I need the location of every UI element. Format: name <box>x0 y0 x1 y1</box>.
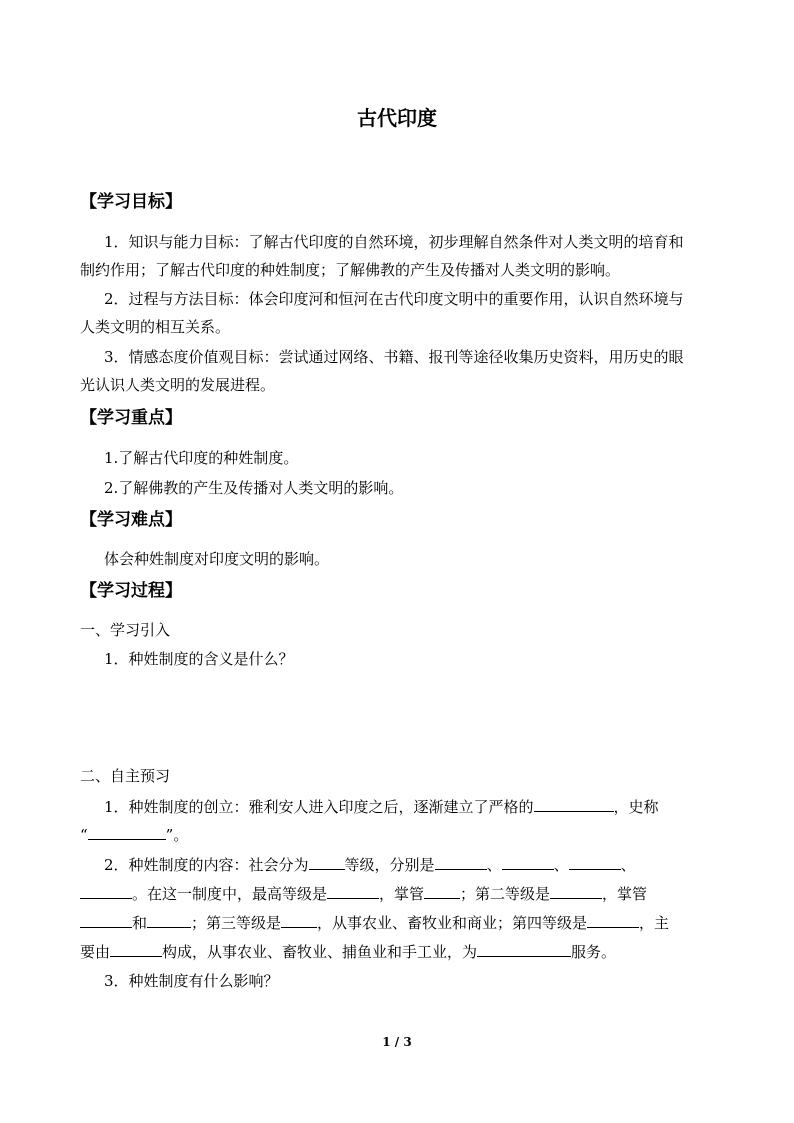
objective-2-line-1: 2．过程与方法目标：体会印度河和恒河在古代印度文明中的重要作用，认识自然环境与 <box>104 290 684 308</box>
question-3-text-h: ；第三等级是 <box>191 914 282 932</box>
separator: 、 <box>553 856 569 874</box>
fill-blank[interactable] <box>502 853 554 870</box>
question-3-text-m: 服务。 <box>571 943 617 961</box>
question-3-text-l: 构成，从事农业、畜牧业、捕鱼业和手工业，为 <box>162 943 478 961</box>
question-3-text-b: 等级，分别是 <box>344 856 435 874</box>
question-3-text-f: ，掌管 <box>602 885 648 903</box>
question-2-text-d: ”。 <box>165 826 189 844</box>
part-2-title: 二、自主预习 <box>80 767 171 785</box>
objective-3-line-1: 3．情感态度价值观目标：尝试通过网络、书籍、报刊等途径收集历史资料，用历史的眼 <box>104 348 684 366</box>
difficulty-text: 体会种姓制度对印度文明的影响。 <box>104 550 330 568</box>
fill-blank[interactable] <box>309 853 345 870</box>
fill-blank[interactable] <box>80 882 132 899</box>
fill-blank[interactable] <box>281 911 317 928</box>
question-3-text-i: ，从事农业、畜牧业和商业；第四等级是 <box>317 914 588 932</box>
question-3-text-c: 。在这一制度中，最高等级是 <box>132 885 328 903</box>
fill-blank[interactable] <box>477 940 571 957</box>
objective-2-line-2: 人类文明的相互关系。 <box>80 318 231 336</box>
question-2-text-c: “ <box>80 826 88 844</box>
separator: 、 <box>620 856 636 874</box>
fill-blank[interactable] <box>327 882 379 899</box>
question-3-line-3 <box>80 911 720 934</box>
fill-blank[interactable] <box>534 795 614 812</box>
objectives-heading: 【学习目标】 <box>80 192 182 212</box>
difficulty-heading: 【学习难点】 <box>80 510 182 530</box>
part-1-title: 一、学习引入 <box>80 621 171 639</box>
question-1: 1．种姓制度的含义是什么？ <box>104 650 294 668</box>
question-2-text-b: ，史称 <box>613 798 659 816</box>
question-2-line-1 <box>104 795 744 818</box>
question-3-text-k: 要由 <box>80 943 111 961</box>
question-3-line-2 <box>80 882 720 905</box>
question-3-text-g: 和 <box>132 914 148 932</box>
question-3-line-4 <box>80 940 720 963</box>
process-heading: 【学习过程】 <box>80 581 182 601</box>
question-3-text-a: 2．种姓制度的内容：社会分为 <box>104 856 309 874</box>
fill-blank[interactable] <box>110 940 162 957</box>
fill-blank[interactable] <box>550 882 602 899</box>
question-3-text-e: ；第二等级是 <box>460 885 551 903</box>
question-2-text-a: 1．种姓制度的创立：雅利安人进入印度之后，逐渐建立了严格的 <box>104 798 534 816</box>
fill-blank[interactable] <box>147 911 191 928</box>
fill-blank[interactable] <box>435 853 487 870</box>
objective-1-line-1: 1．知识与能力目标：了解古代印度的自然环境，初步理解自然条件对人类文明的培育和 <box>104 233 684 251</box>
page-number: 1 / 3 <box>382 1035 412 1049</box>
key-points-heading: 【学习重点】 <box>80 408 182 428</box>
question-2-line-2 <box>80 823 720 846</box>
question-4: 3．种姓制度有什么影响？ <box>104 972 279 990</box>
separator: 、 <box>486 856 502 874</box>
fill-blank[interactable] <box>424 882 460 899</box>
key-point-1: 1.了解古代印度的种姓制度。 <box>104 449 299 467</box>
fill-blank[interactable] <box>587 911 639 928</box>
question-3-line-1 <box>104 853 744 876</box>
fill-blank[interactable] <box>80 911 132 928</box>
fill-blank[interactable] <box>569 853 621 870</box>
question-3-text-j: ，主 <box>639 914 670 932</box>
objective-3-line-2: 光认识人类文明的发展进程。 <box>80 376 276 394</box>
fill-blank[interactable] <box>88 823 166 840</box>
question-3-text-d: ，掌管 <box>379 885 425 903</box>
page-title: 古代印度 <box>357 106 437 130</box>
objective-1-line-2: 制约作用；了解古代印度的种姓制度；了解佛教的产生及传播对人类文明的影响。 <box>80 261 621 279</box>
key-point-2: 2.了解佛教的产生及传播对人类文明的影响。 <box>104 479 404 497</box>
